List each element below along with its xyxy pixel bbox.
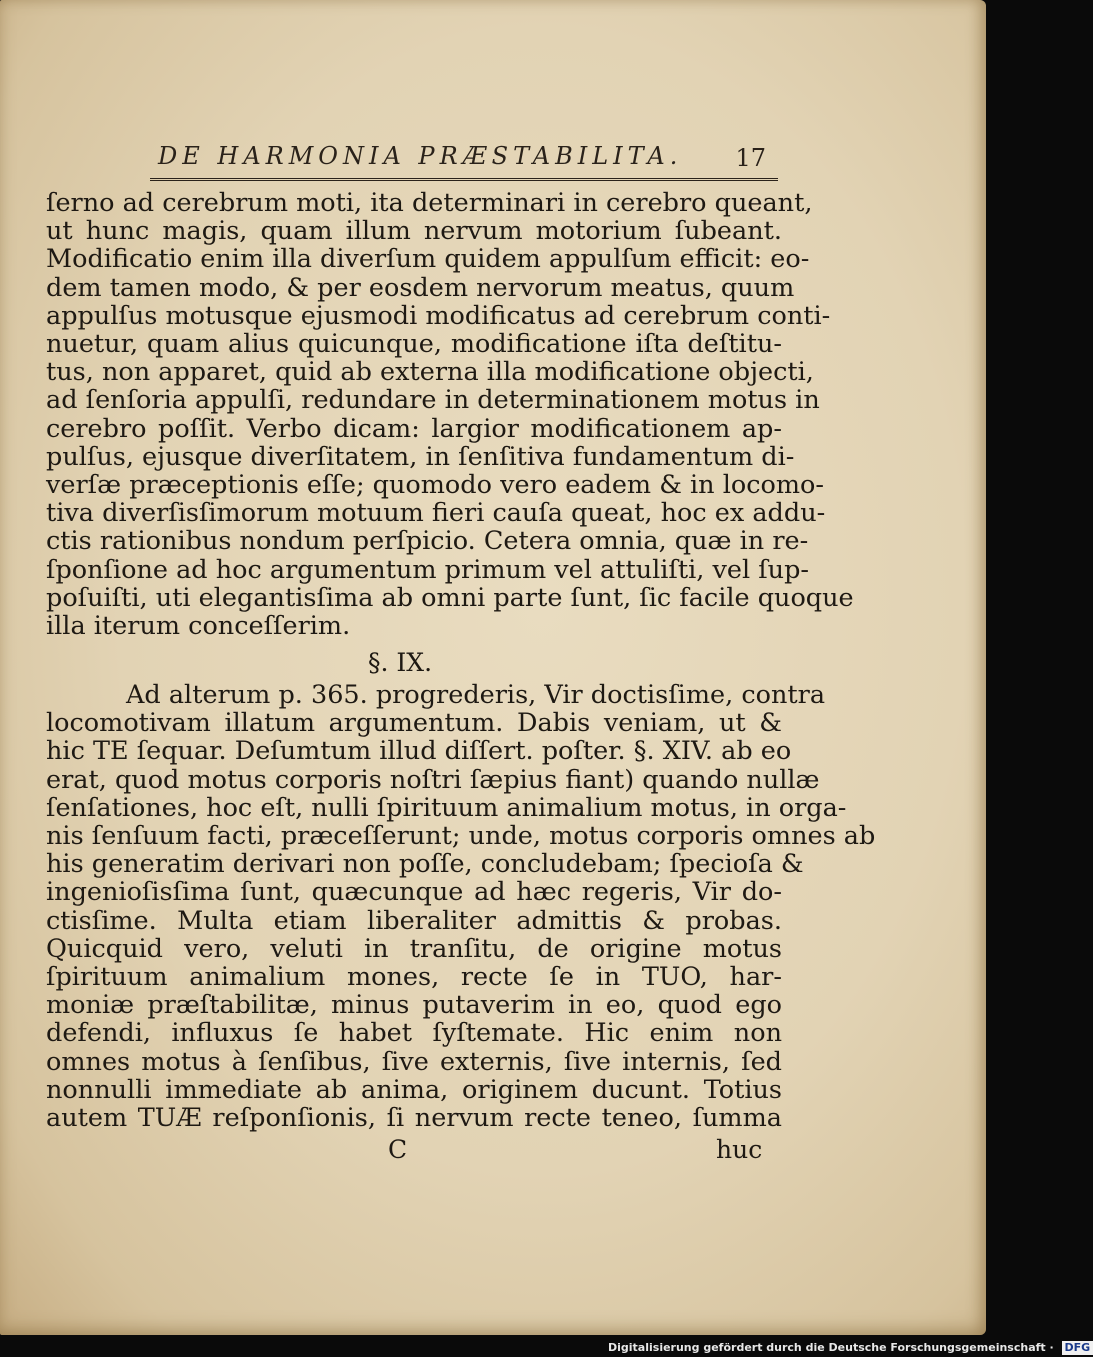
text-line: Quicquid vero, veluti in tranſitu, de origine motus: [46, 933, 782, 964]
section-heading: §. IX.: [368, 648, 433, 677]
text-line: ingenioſisſima ſunt, quæcunque ad hæc regeris, Vir do-: [46, 877, 782, 908]
text-line: ſenſationes, hoc eſt, nulli ſpirituum animalium motus, in orga-: [46, 792, 847, 823]
running-title: DE HARMONIA PRÆSTABILITA.: [158, 142, 683, 170]
text-line: autem TUÆ reſponſionis, ſi nervum recte teneo, ſumma: [46, 1103, 782, 1134]
page-number: 17: [735, 144, 766, 172]
body-text-paragraph-2: [46, 680, 876, 1134]
text-line: Ad alterum p. 365. progrederis, Vir doctisſime, contra: [126, 680, 826, 710]
text-line: ſpirituum animalium mones, recte ſe in TUO, har-: [46, 962, 782, 993]
text-line: his generatim derivari non poſſe, concludebam; ſpecioſa &: [46, 849, 804, 880]
text-line: ad ſenſoria appulſi, redundare in determinationem motus in: [46, 385, 820, 416]
page-header: [150, 142, 780, 182]
text-line: illa iterum conceſſerim.: [46, 611, 351, 642]
header-rule: [150, 178, 778, 184]
text-line: cerebro poſſit. Verbo dicam: largior modificationem ap-: [46, 413, 782, 444]
text-line: locomotivam illatum argumentum. Dabis veniam, ut &: [46, 708, 782, 739]
dfg-logo: DFG: [1062, 1341, 1093, 1355]
text-line: tus, non apparet, quid ab externa illa modificatione objecti,: [46, 357, 814, 388]
body-text-paragraph-1: [46, 188, 854, 642]
text-line: appulſus motusque ejusmodi modificatus ad cerebrum conti-: [46, 300, 831, 331]
catchword: huc: [716, 1135, 763, 1164]
text-line: ſponſione ad hoc argumentum primum vel attuliſti, vel ſup-: [46, 554, 810, 585]
text-line: dem tamen modo, & per eosdem nervorum meatus, quum: [46, 272, 795, 303]
text-line: moniæ præſtabilitæ, minus putaverim in eo, quod ego: [46, 990, 782, 1021]
text-line: omnes motus à ſenſibus, ſive externis, ſive internis, ſed: [46, 1046, 782, 1077]
text-line: nonnulli immediate ab anima, originem ducunt. Totius: [46, 1074, 782, 1105]
text-line: pulſus, ejusque diverſitatem, in ſenſitiva fundamentum di-: [46, 441, 795, 472]
text-line: ſerno ad cerebrum moti, ita determinari in cerebro queant,: [46, 188, 813, 218]
text-line: verſæ præceptionis eſſe; quomodo vero eadem & in locomo-: [46, 470, 824, 501]
text-line: nis ſenſuum facti, præceſſerunt; unde, motus corporis omnes ab: [46, 821, 876, 852]
text-line: ctisſime. Multa etiam liberaliter admittis & probas.: [46, 905, 782, 936]
digitization-notice-text: Digitalisierung gefördert durch die Deutsche Forschungsgemeinschaft ·: [608, 1341, 1054, 1354]
text-line: Modificatio enim illa diverſum quidem appulſum efficit: eo-: [46, 244, 810, 275]
text-line: nuetur, quam alius quicunque, modificatione iſta deſtitu-: [46, 329, 782, 360]
text-line: ut hunc magis, quam illum nervum motorium ſubeant.: [46, 216, 782, 247]
text-line: erat, quod motus corporis noſtri ſæpius fiant) quando nullæ: [46, 764, 820, 795]
digitization-notice: [608, 1338, 1093, 1357]
text-line: ctis rationibus nondum perſpicio. Cetera omnia, quæ in re-: [46, 526, 809, 557]
text-line: tiva diverſisſimorum motuum fieri cauſa queat, hoc ex addu-: [46, 498, 826, 529]
signature-mark: C: [388, 1135, 408, 1164]
text-line: poſuiſti, uti elegantisſima ab omni parte ſunt, ſic facile quoque: [46, 582, 854, 613]
text-line: defendi, influxus ſe habet ſyſtemate. Hic enim non: [46, 1018, 782, 1049]
text-line: hic TE ſequar. Deſumtum illud diſſert. poſter. §. XIV. ab eo: [46, 736, 792, 767]
